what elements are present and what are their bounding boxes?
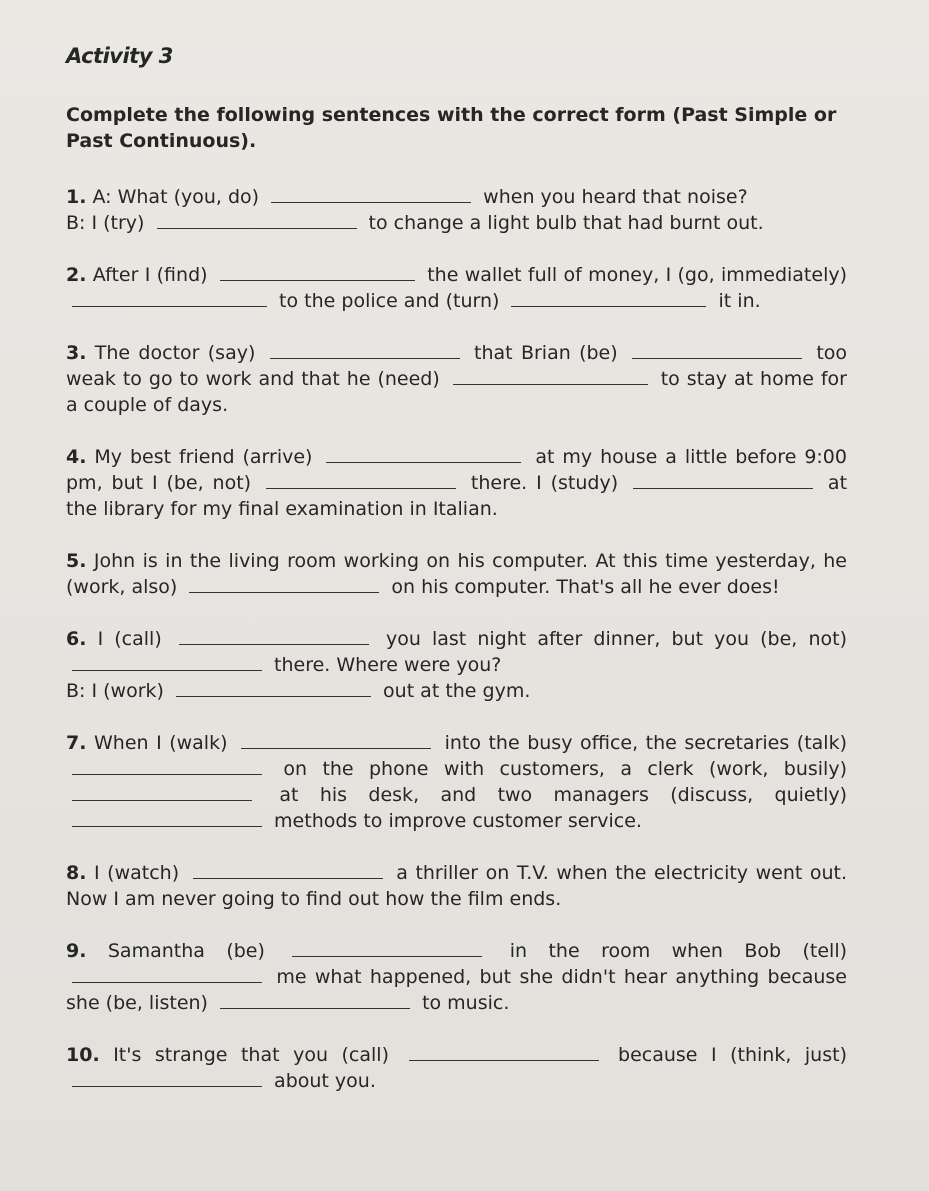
sentence-text: B: I (try): [66, 212, 145, 234]
sentence-text: into the busy office, the secretaries (talk): [444, 732, 847, 754]
sentence-text: too weak to go to work and that he (need): [66, 342, 848, 390]
answer-blank[interactable]: [511, 288, 706, 307]
sentence-text: about you.: [274, 1070, 376, 1092]
sentence-text: you last night after dinner, but you (be, not): [385, 628, 847, 650]
sentence-text: to music.: [422, 992, 510, 1014]
sentence-text: to change a light bulb that had burnt out.: [368, 212, 764, 234]
sentence-text: on his computer. That's all he ever does!: [391, 576, 780, 598]
exercise-9: [66, 938, 847, 1016]
answer-blank[interactable]: [409, 1042, 599, 1061]
sentence-text: there. Where were you?: [274, 654, 502, 676]
sentence-text: It's strange that you (call): [113, 1044, 389, 1066]
sentence-text: the wallet full of money, I (go, immediately): [427, 264, 848, 286]
sentence-text: at my house a little before 9:00 pm, but I (be, not): [66, 446, 847, 494]
exercise-number: 9.: [66, 940, 87, 962]
exercise-number: 6.: [66, 628, 87, 650]
exercise-number: 1.: [66, 186, 87, 208]
sentence-text: A: What (you, do): [92, 186, 260, 208]
exercise-5: [66, 548, 847, 600]
answer-blank[interactable]: [220, 262, 415, 281]
answer-blank[interactable]: [193, 860, 383, 879]
answer-blank[interactable]: [632, 340, 802, 359]
exercise-6: [66, 626, 847, 704]
exercise-number: 4.: [66, 446, 87, 468]
exercise-3: [66, 340, 847, 418]
sentence-text: in the room when Bob (tell): [509, 940, 848, 962]
answer-blank[interactable]: [266, 470, 456, 489]
answer-blank[interactable]: [271, 184, 471, 203]
sentence-text: a thriller on T.V. when the electricity went out. Now I am never going to find out how the film ends.: [66, 862, 848, 910]
answer-blank[interactable]: [72, 782, 252, 801]
answer-blank[interactable]: [72, 652, 262, 671]
sentence-text: My best friend (arrive): [94, 446, 313, 468]
exercise-7: [66, 730, 847, 834]
exercise-number: 8.: [66, 862, 87, 884]
exercise-10: [66, 1042, 847, 1094]
sentence-text: I (watch): [94, 862, 180, 884]
answer-blank[interactable]: [157, 210, 357, 229]
exercise-number: 5.: [66, 550, 87, 572]
sentence-text: at his desk, and two managers (discuss, quietly): [279, 784, 848, 806]
answer-blank[interactable]: [72, 808, 262, 827]
answer-blank[interactable]: [220, 990, 410, 1009]
sentence-text: it in.: [718, 290, 761, 312]
activity-title: Activity 3: [66, 44, 173, 68]
answer-blank[interactable]: [176, 678, 371, 697]
sentence-text: when you heard that noise?: [483, 186, 748, 208]
sentence-text: that Brian (be): [474, 342, 618, 364]
answer-blank[interactable]: [292, 938, 482, 957]
exercise-number: 2.: [66, 264, 87, 286]
sentence-text: I (call): [97, 628, 162, 650]
sentence-text: Samantha (be): [107, 940, 265, 962]
answer-blank[interactable]: [189, 574, 379, 593]
sentence-text: John is in the living room working on his computer. At this time yesterday, he (work, also): [66, 550, 847, 598]
sentence-text: to stay at home for a couple of days.: [66, 368, 847, 416]
sentence-text: to the police and (turn): [279, 290, 500, 312]
sentence-text: on the phone with customers, a clerk (work, busily): [283, 758, 847, 780]
exercise-8: [66, 860, 847, 912]
sentence-text: because I (think, just): [618, 1044, 847, 1066]
answer-blank[interactable]: [270, 340, 460, 359]
answer-blank[interactable]: [72, 1068, 262, 1087]
answer-blank[interactable]: [241, 730, 431, 749]
sentence-text: at the library for my final examination in Italian.: [66, 472, 848, 520]
answer-blank[interactable]: [72, 756, 262, 775]
exercise-number: 7.: [66, 732, 87, 754]
answer-blank[interactable]: [453, 366, 648, 385]
sentence-text: The doctor (say): [94, 342, 256, 364]
answer-blank[interactable]: [179, 626, 369, 645]
exercise-number: 3.: [66, 342, 87, 364]
sentence-text: B: I (work): [66, 680, 164, 702]
exercise-4: [66, 444, 847, 522]
answer-blank[interactable]: [633, 470, 813, 489]
sentence-text: When I (walk): [93, 732, 228, 754]
exercise-number: 10.: [66, 1044, 100, 1066]
exercise-1: [66, 184, 847, 236]
sentence-text: out at the gym.: [383, 680, 531, 702]
answer-blank[interactable]: [72, 964, 262, 983]
instructions: Complete the following sentences with the correct form (Past Simple or Past Continuous).: [66, 104, 837, 152]
sentence-text: methods to improve customer service.: [274, 810, 642, 832]
answer-blank[interactable]: [326, 444, 521, 463]
exercise-2: [66, 262, 847, 314]
sentence-text: After I (find): [92, 264, 208, 286]
answer-blank[interactable]: [72, 288, 267, 307]
sentence-text: there. I (study): [470, 472, 619, 494]
sentence-text: me what happened, but she didn't hear anything because she (be, listen): [66, 966, 847, 1014]
